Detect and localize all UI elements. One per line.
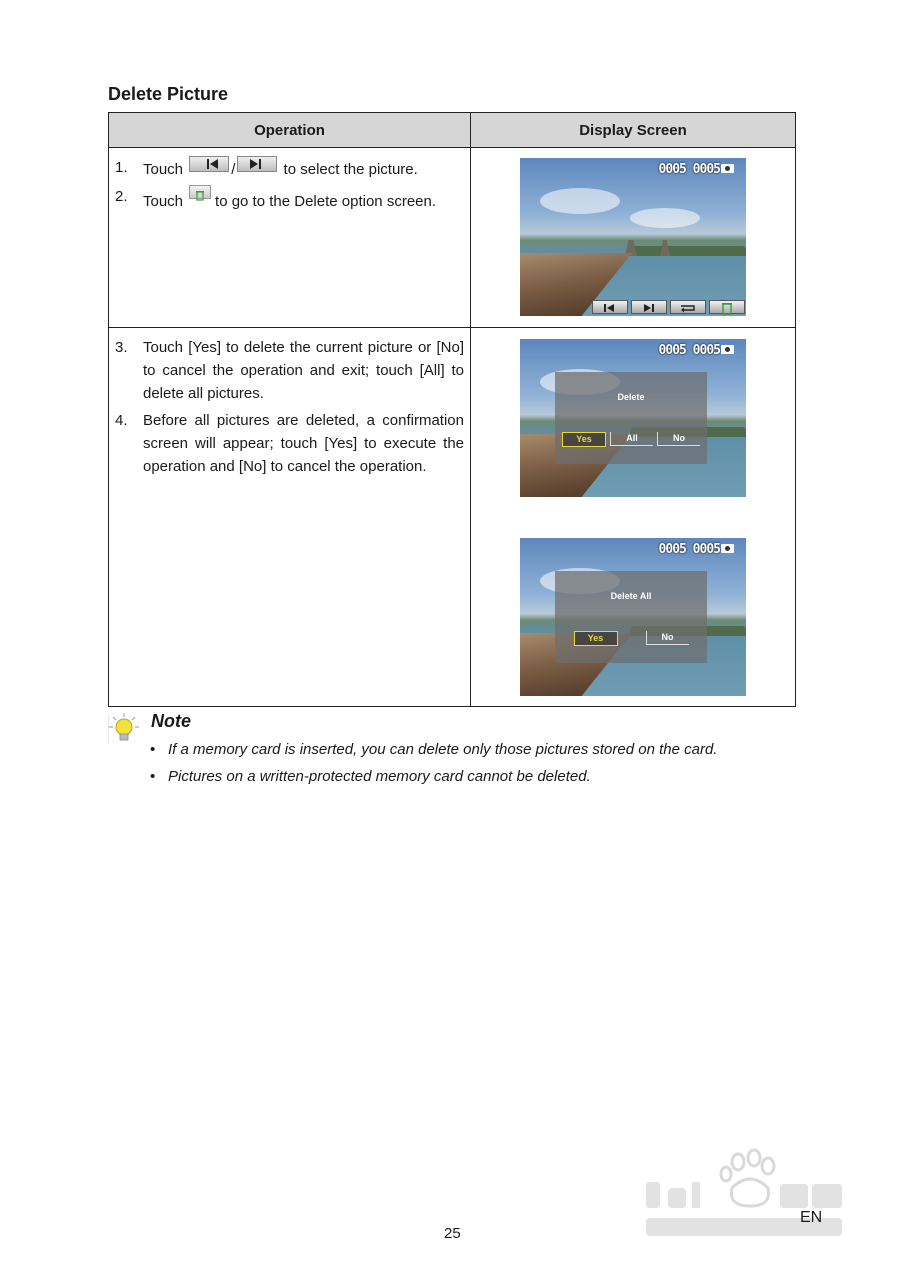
step-text: Touch (143, 161, 184, 178)
section-title: Delete Picture (108, 84, 229, 104)
photo-counter: 0005 0005 (658, 162, 720, 177)
next-icon (237, 156, 277, 172)
delete-all-dialog (555, 571, 707, 663)
note-item: • Pictures on a written-protected memory card cannot be deleted. (150, 767, 717, 794)
all-option[interactable]: All (610, 432, 653, 446)
operation-table (108, 112, 796, 707)
step-separator: / (231, 161, 236, 178)
photo-counter: 0005 0005 (658, 343, 720, 358)
step-text: Touch (143, 193, 184, 210)
step-item (115, 185, 464, 213)
yes-option[interactable]: Yes (574, 631, 618, 646)
table-row (109, 328, 796, 707)
prev-button[interactable] (592, 300, 628, 314)
step-item (115, 336, 464, 405)
step-number: 2. (115, 188, 128, 205)
note-title: Note (151, 711, 191, 731)
step-text: to select the picture. (283, 161, 418, 178)
step-text: Touch [Yes] to delete the current picture or [No] to cancel the operation and exit; touch [All] to delete all pictures. (143, 339, 464, 402)
next-button[interactable] (631, 300, 667, 314)
header-display-screen: Display Screen (471, 113, 796, 148)
note-item: • If a memory card is inserted, you can delete only those pictures stored on the card. (150, 740, 717, 767)
table-row (109, 148, 796, 328)
page-number: 25 (444, 1225, 461, 1242)
playback-toolbar (592, 300, 738, 314)
dialog-title: Delete (617, 392, 645, 402)
watermark-logo (640, 1148, 850, 1248)
step-number: 4. (115, 412, 128, 429)
delete-dialog (555, 372, 707, 464)
camera-icon (721, 544, 734, 553)
operation-cell (109, 328, 471, 707)
camera-screen-delete-all (520, 538, 746, 696)
yes-option[interactable]: Yes (562, 432, 606, 447)
step-number: 1. (115, 159, 128, 176)
step-number: 3. (115, 339, 128, 356)
display-cell (471, 148, 796, 328)
photo-counter: 0005 0005 (658, 542, 720, 557)
no-option[interactable]: No (657, 432, 700, 446)
step-item (115, 156, 464, 181)
camera-screen-delete (520, 339, 746, 497)
camera-screen-browse (520, 158, 746, 316)
step-item (115, 409, 464, 478)
camera-icon (721, 345, 734, 354)
operation-cell (109, 148, 471, 328)
delete-button[interactable] (709, 300, 745, 314)
trash-icon (189, 185, 211, 199)
no-option[interactable]: No (646, 631, 689, 645)
camera-icon (721, 164, 734, 173)
language-tag: EN (800, 1209, 823, 1226)
step-text: to go to the Delete option screen. (215, 193, 437, 210)
dialog-title: Delete All (610, 591, 652, 601)
header-operation: Operation (109, 113, 471, 148)
note-list (150, 740, 717, 794)
return-button[interactable] (670, 300, 706, 314)
display-cell (471, 328, 796, 707)
lightbulb-icon (108, 712, 142, 744)
step-text: Before all pictures are deleted, a confirmation screen will appear; touch [Yes] to execute the operation and [No] to cancel the operation. (143, 412, 464, 475)
prev-icon (189, 156, 229, 172)
